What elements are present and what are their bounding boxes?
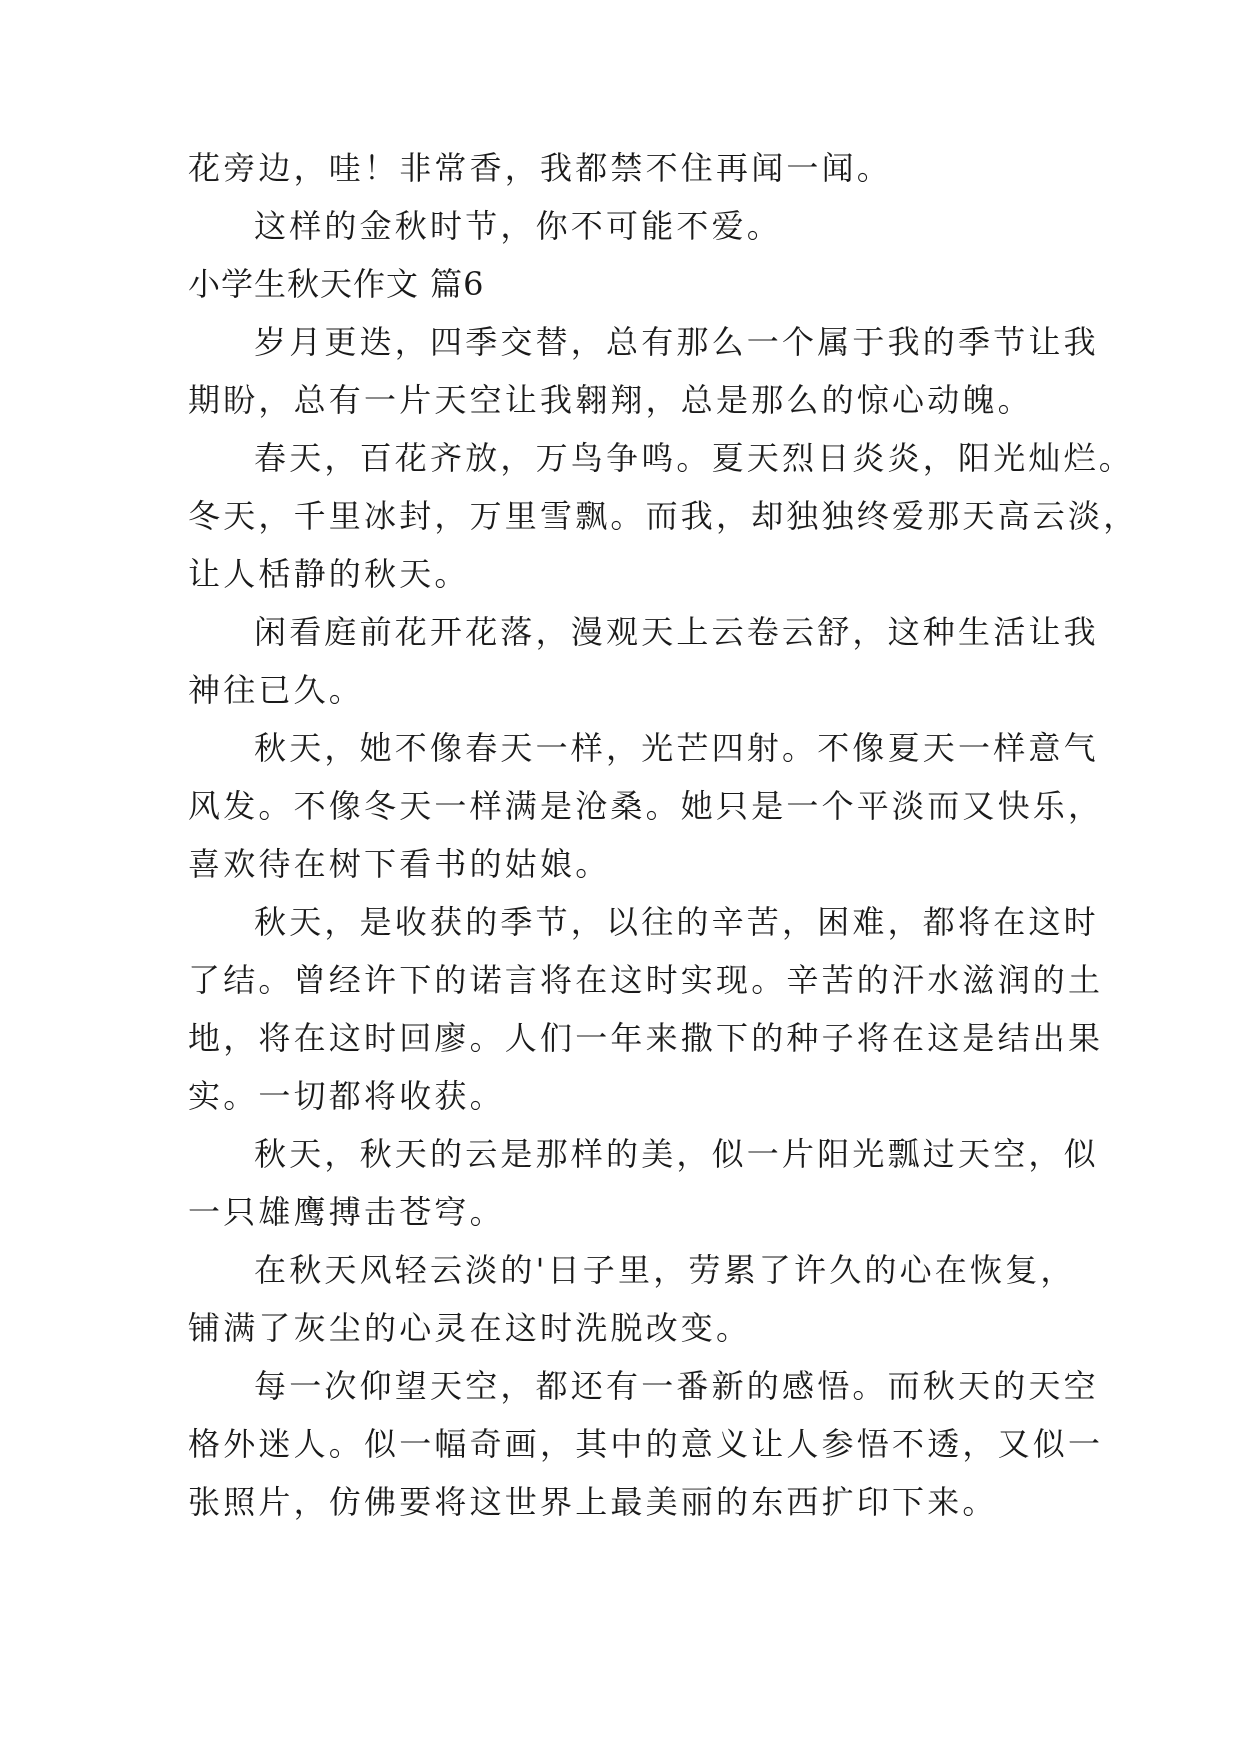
paragraph-line: 这样的金秋时节，你不可能不爱。: [254, 207, 783, 245]
paragraph-line: 春天，百花齐放，万鸟争鸣。夏天烈日炎炎，阳光灿烂。: [254, 439, 1135, 477]
paragraph-line: 格外迷人。似一幅奇画，其中的意义让人参悟不透，又似一: [188, 1425, 1104, 1463]
paragraph-line: 秋天，是收获的季节，以往的辛苦，困难，都将在这时: [254, 903, 1099, 941]
paragraph-line: 喜欢待在树下看书的姑娘。: [188, 845, 611, 883]
paragraph-line: 闲看庭前花开花落，漫观天上云卷云舒，这种生活让我: [254, 613, 1099, 651]
paragraph-line: 风发。不像冬天一样满是沧桑。她只是一个平淡而又快乐，: [188, 787, 1104, 825]
paragraph-line: 让人栝静的秋天。: [188, 555, 470, 593]
paragraph-line: 每一次仰望天空，都还有一番新的感悟。而秋天的天空: [254, 1367, 1099, 1405]
paragraph-line: 在秋天风轻云淡的'日子里，劳累了许久的心在恢复，: [254, 1251, 1076, 1289]
paragraph-line: 神往已久。: [188, 671, 365, 709]
paragraph-line: 花旁边，哇！非常香，我都禁不住再闻一闻。: [188, 149, 893, 187]
paragraph-line: 张照片，仿佛要将这世界上最美丽的东西扩印下来。: [188, 1483, 998, 1521]
paragraph-line: 秋天，秋天的云是那样的美，似一片阳光瓢过天空，似: [254, 1135, 1099, 1173]
paragraph-line: 秋天，她不像春天一样，光芒四射。不像夏天一样意气: [254, 729, 1099, 767]
paragraph-line: 冬天，千里冰封，万里雪飘。而我，却独独终爱那天高云淡，: [188, 497, 1139, 535]
section-heading: 小学生秋天作文 篇6: [188, 265, 485, 303]
paragraph-line: 地，将在这时回廖。人们一年来撒下的种子将在这是结出果: [188, 1019, 1104, 1057]
paragraph-line: 岁月更迭，四季交替，总有那么一个属于我的季节让我: [254, 323, 1099, 361]
paragraph-line: 实。一切都将收获。: [188, 1077, 505, 1115]
paragraph-line: 期盼，总有一片天空让我翱翔，总是那么的惊心动魄。: [188, 381, 1033, 419]
paragraph-line: 了结。曾经许下的诺言将在这时实现。辛苦的汗水滋润的土: [188, 961, 1104, 999]
paragraph-line: 铺满了灰尘的心灵在这时洗脱改变。: [188, 1309, 752, 1347]
paragraph-line: 一只雄鹰搏击苍穹。: [188, 1193, 505, 1231]
